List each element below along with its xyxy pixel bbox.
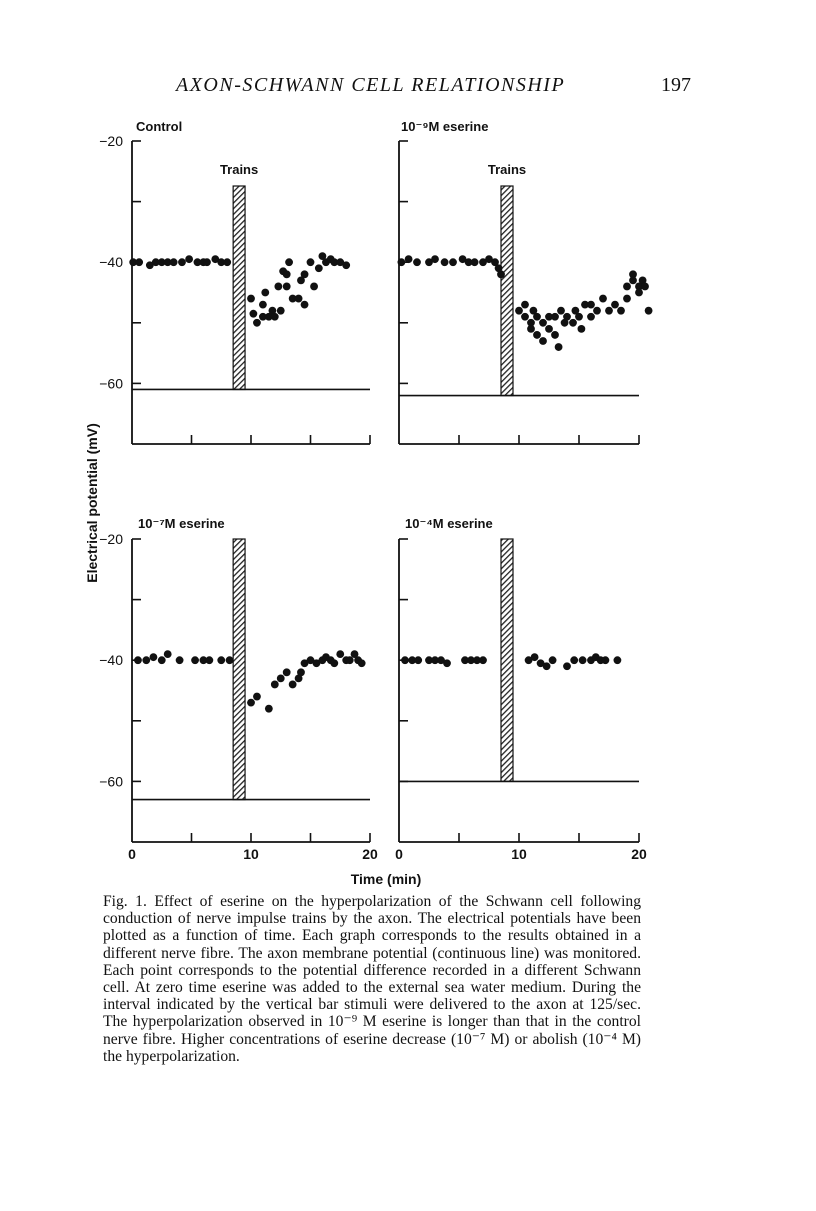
y-tick-label: −40 [99, 254, 123, 271]
trains-label: Trains [487, 162, 527, 177]
data-point [217, 656, 225, 664]
data-point [253, 319, 261, 327]
data-point [274, 283, 282, 291]
data-point [315, 264, 323, 272]
data-point [641, 283, 649, 291]
data-point [599, 295, 607, 303]
data-point [191, 656, 199, 664]
data-point [551, 331, 559, 339]
y-tick-label: −20 [99, 531, 123, 547]
data-point [635, 289, 643, 297]
y-tick-label: −20 [99, 133, 123, 149]
data-point [289, 681, 297, 689]
data-point [563, 313, 571, 321]
data-point [515, 307, 523, 315]
data-point [205, 656, 213, 664]
data-point [555, 343, 563, 351]
data-point [521, 313, 529, 321]
data-point [277, 674, 285, 682]
data-point [575, 313, 583, 321]
data-point [134, 656, 142, 664]
data-point [405, 255, 413, 263]
data-point [602, 656, 610, 664]
data-point [253, 693, 261, 701]
y-tick-label: −60 [99, 773, 123, 790]
data-point [578, 325, 586, 333]
data-point [443, 659, 451, 667]
trains-label: Trains [219, 162, 259, 177]
data-point [617, 307, 625, 315]
data-point [563, 662, 571, 670]
data-point [587, 313, 595, 321]
data-point [531, 653, 539, 661]
trains-bar [233, 539, 245, 800]
panel-1 [99, 119, 370, 444]
data-point [579, 656, 587, 664]
data-point [545, 325, 553, 333]
data-point [413, 258, 421, 266]
data-point [185, 255, 193, 263]
data-point [223, 258, 231, 266]
data-point [271, 313, 279, 321]
data-point [471, 258, 479, 266]
data-point [301, 270, 309, 278]
data-point [178, 258, 186, 266]
y-axis-label: Electrical potential (mV) [84, 423, 100, 583]
x-tick-label: 20 [631, 846, 647, 862]
data-point [301, 301, 309, 309]
data-point [533, 313, 541, 321]
data-point [497, 270, 505, 278]
trains-bar [233, 186, 245, 389]
data-point [614, 656, 622, 664]
data-point [587, 301, 595, 309]
data-point [164, 650, 172, 658]
data-point [176, 656, 184, 664]
data-point [295, 295, 303, 303]
data-point [307, 258, 315, 266]
x-tick-label: 10 [243, 846, 259, 862]
data-point [358, 659, 366, 667]
data-point [336, 650, 344, 658]
panel-title: 10⁻⁷M eserine [138, 516, 225, 531]
panel-title: 10⁻⁹M eserine [401, 119, 489, 134]
data-point [247, 295, 255, 303]
data-point [479, 656, 487, 664]
data-point [330, 659, 338, 667]
panel-4 [395, 516, 647, 862]
data-point [277, 307, 285, 315]
data-point [611, 301, 619, 309]
data-point [271, 681, 279, 689]
panel-2 [398, 119, 653, 444]
data-point [623, 295, 631, 303]
data-point [342, 261, 350, 269]
data-point [543, 662, 551, 670]
data-point [441, 258, 449, 266]
running-title: AXON-SCHWANN CELL RELATIONSHIP [176, 74, 566, 96]
data-point [557, 307, 565, 315]
panel-title: Control [136, 119, 183, 134]
data-point [135, 258, 143, 266]
data-point [539, 337, 547, 345]
data-point [259, 301, 267, 309]
data-point [539, 319, 547, 327]
data-point [261, 289, 269, 297]
x-axis-label: Time (min) [350, 871, 422, 887]
data-point [249, 310, 257, 318]
x-tick-label: 0 [395, 846, 403, 862]
data-point [203, 258, 211, 266]
data-point [150, 653, 158, 661]
page-number: 197 [661, 74, 691, 96]
data-point [283, 283, 291, 291]
data-point [521, 301, 529, 309]
trains-bar [501, 186, 513, 396]
data-point [449, 258, 457, 266]
data-point [569, 319, 577, 327]
data-point [142, 656, 150, 664]
data-point [527, 325, 535, 333]
data-point [570, 656, 578, 664]
data-point [398, 258, 406, 266]
data-point [297, 668, 305, 676]
x-tick-label: 10 [511, 846, 527, 862]
data-point [533, 331, 541, 339]
x-tick-label: 20 [362, 846, 378, 862]
panel-title: 10⁻⁴M eserine [405, 516, 493, 531]
data-point [431, 255, 439, 263]
figure-caption: Fig. 1. Effect of eserine on the hyperpolarization of the Schwann cell following conduction of nerve impulse trains by the axon. The electrical potentials have been plotted as a function of time. Each graph corresponds to the results obtained in a different nerve fibre. The axon membrane potential (continuous line) was monitored. Each point corresponds to the potential difference recorded in a different Schwann cell. At zero time eserine was added to the external sea water medium. During the interval indicated by the vertical bar stimuli were delivered to the axon at 125/sec. The hyperpolarization observed in 10⁻⁹ M eserine is longer than that in the control nerve fibre. Higher concentrations of eserine decrease (10⁻⁷ M) or abolish (10⁻⁴ M) the hyperpolarization. [103, 893, 641, 1065]
data-point [645, 307, 653, 315]
data-point [605, 307, 613, 315]
x-tick-label: 0 [128, 846, 136, 862]
data-point [226, 656, 234, 664]
data-point [170, 258, 178, 266]
data-point [593, 307, 601, 315]
data-point [310, 283, 318, 291]
data-point [285, 258, 293, 266]
data-point [629, 270, 637, 278]
data-point [551, 313, 559, 321]
data-point [414, 656, 422, 664]
trains-bar [501, 539, 513, 781]
data-point [247, 699, 255, 707]
y-tick-label: −60 [99, 375, 123, 392]
data-point [549, 656, 557, 664]
data-point [401, 656, 409, 664]
data-point [283, 270, 291, 278]
data-point [623, 283, 631, 291]
data-point [265, 705, 273, 713]
data-point [158, 656, 166, 664]
y-tick-label: −40 [99, 652, 123, 669]
data-point [283, 668, 291, 676]
panel-3 [99, 516, 378, 862]
